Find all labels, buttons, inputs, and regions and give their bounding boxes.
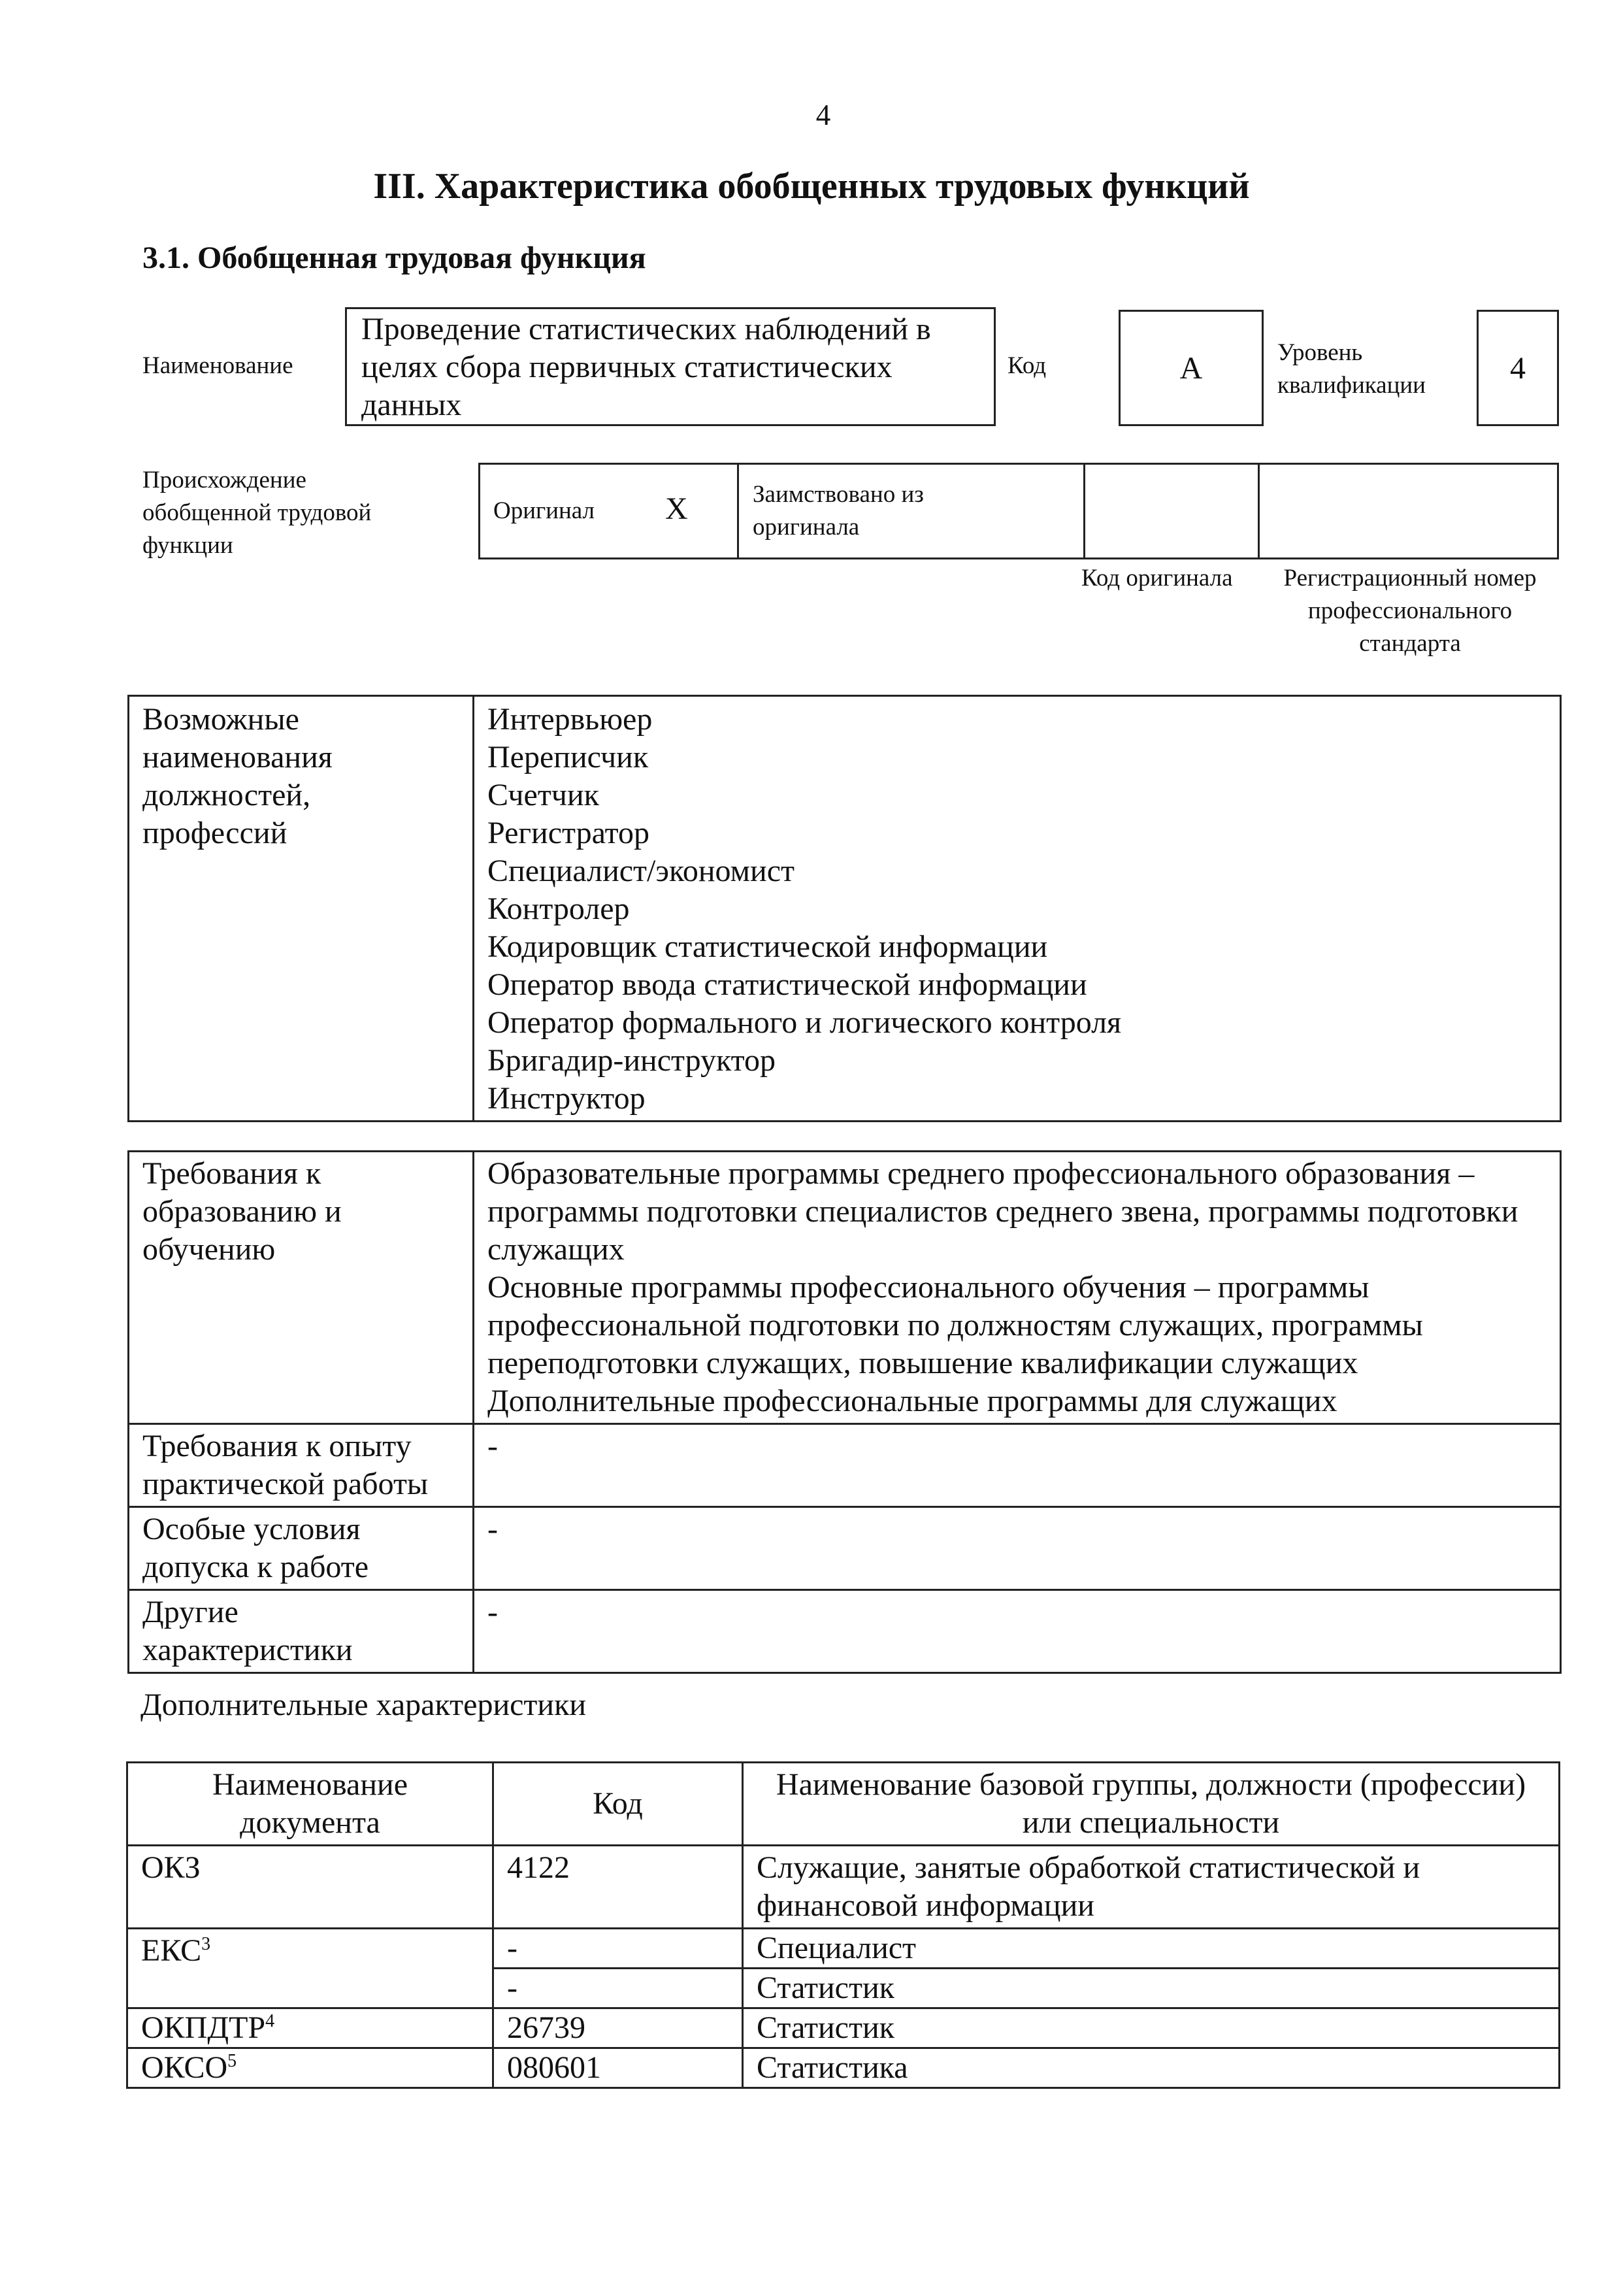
code-original-caption: Код оригинала [1081,565,1233,591]
name-value: Проведение статистических наблюдений в целях сбора первичных статистических данных [361,312,931,422]
requirement-label: Особые условия допуска к работе [142,1512,369,1584]
position-item: Счетчик [487,778,599,812]
level-value: 4 [1510,351,1526,386]
subsection-title: 3.1. Обобщенная трудовая функция [142,241,646,275]
header-name: Наименование базовой группы, должности (профессии) или специальности [776,1767,1526,1840]
position-item: Кодировщик статистической информации [487,929,1048,964]
position-item: Переписчик [487,740,649,774]
origin-box [478,463,1559,559]
positions-table [127,695,1562,1122]
additional-title: Дополнительные характеристики [140,1688,587,1722]
table-header-row [127,1763,1560,1846]
page-number: 4 [815,99,831,131]
code-cell: - [507,1971,517,2005]
requirement-value: - [487,1429,498,1463]
requirements-table [127,1150,1562,1674]
name-label: Наименование [142,352,293,379]
position-item: Бригадир-инструктор [487,1043,776,1078]
code-cell: 26739 [507,2010,585,2045]
section-title: III. Характеристика обобщенных трудовых функций [373,166,1250,207]
table-row [127,2008,1560,2048]
footnote-mark: 5 [227,2051,237,2071]
code-value: А [1179,351,1203,386]
requirement-label: Требования к образованию и обучению [142,1156,342,1267]
name-cell: Статистика [757,2050,908,2085]
name-cell: Статистик [757,1971,894,2005]
doc-cell: ОКЗ [141,1850,201,1885]
reg-number-caption: Регистрационный номер профессионального стандарта [1283,565,1537,657]
requirement-row [129,1590,1561,1673]
position-item: Интервьюер [487,702,653,737]
header-code: Код [593,1786,643,1821]
table-row [127,2048,1560,2088]
positions-label: Возможные наименования должностей, профессий [142,702,333,850]
requirement-label: Требования к опыту практической работы [142,1429,429,1501]
level-box [1477,310,1559,426]
doc-cell: ОКСО [141,2050,228,2085]
position-item: Специалист/экономист [487,854,795,888]
original-label: Оригинал [493,497,595,524]
position-item: Оператор ввода статистической информации [487,967,1087,1002]
name-cell: Специалист [757,1931,917,1965]
footnote-mark: 3 [201,1934,211,1954]
level-label: Уровень квалификации [1277,339,1426,399]
requirement-row [129,1424,1561,1507]
position-item: Контролер [487,891,630,926]
requirement-row [129,1152,1561,1424]
position-item: Регистратор [487,816,650,850]
doc-cell: ОКПДТР [141,2010,266,2045]
table-row [127,1929,1560,1969]
code-label: Код [1008,352,1047,379]
name-cell: Служащие, занятые обработкой статистической и финансовой информации [757,1850,1420,1923]
borrowed-label: Заимствовано из оригинала [753,481,924,541]
code-cell: - [507,1931,517,1965]
code-cell: 4122 [507,1850,570,1885]
code-box [1119,310,1264,426]
requirement-value: - [487,1512,498,1546]
code-cell: 080601 [507,2050,601,2085]
original-mark: Х [665,491,688,526]
additional-table [126,1761,1560,2089]
position-item: Оператор формального и логического контроля [487,1005,1122,1040]
doc-cell: ЕКС [141,1933,202,1968]
table-row [127,1846,1560,1929]
name-cell: Статистик [757,2010,894,2045]
requirement-value: - [487,1595,498,1629]
requirement-value: Образовательные программы среднего профессионального образования – программы подготовки специалистов среднего звена, программы подготовки служащих Основные программы профессионального обучения – программы профессиональной подготовки по должностям служащих, программы переподготовки служащих, повышение квалификации служащих Дополнительные профессиональные программы для служащих [487,1156,1518,1418]
requirement-label: Другие характеристики [142,1595,353,1667]
position-item: Инструктор [487,1081,646,1116]
footnote-mark: 4 [265,2011,275,2031]
origin-label: Происхождение обобщенной трудовой функции [142,467,372,559]
requirement-row [129,1507,1561,1590]
header-doc: Наименование документа [212,1767,408,1840]
name-box [345,307,996,426]
